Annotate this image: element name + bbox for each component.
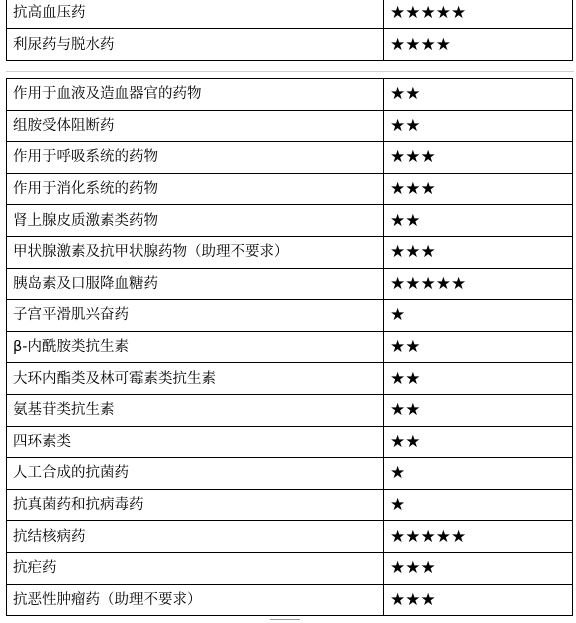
table-row	[7, 584, 573, 616]
drug-category-cell: 子宫平滑肌兴奋药	[7, 300, 384, 332]
table-row	[7, 142, 573, 174]
importance-stars-cell: ★★	[384, 205, 573, 237]
importance-stars-cell: ★★★	[384, 142, 573, 174]
drug-category-cell: 抗恶性肿瘤药（助理不要求）	[7, 584, 384, 616]
importance-stars-cell: ★★★	[384, 236, 573, 268]
importance-stars-cell: ★★★	[384, 552, 573, 584]
drug-category-cell: 肾上腺皮质激素类药物	[7, 205, 384, 237]
page-footer-mark	[270, 619, 300, 620]
drug-table-top	[6, 0, 573, 61]
importance-stars-cell: ★★	[384, 110, 573, 142]
table-row	[7, 521, 573, 553]
importance-stars-cell: ★★★	[384, 584, 573, 616]
importance-stars-cell: ★	[384, 458, 573, 490]
drug-category-cell: 抗结核病药	[7, 521, 384, 553]
drug-category-cell: 组胺受体阻断药	[7, 110, 384, 142]
drug-category-cell: 抗真菌药和抗病毒药	[7, 489, 384, 521]
table-row	[7, 236, 573, 268]
drug-category-cell: 作用于呼吸系统的药物	[7, 142, 384, 174]
importance-stars-cell: ★★	[384, 331, 573, 363]
importance-stars-cell: ★	[384, 300, 573, 332]
importance-stars-cell: ★	[384, 489, 573, 521]
importance-stars-cell: ★★	[384, 394, 573, 426]
drug-category-cell: 胰岛素及口服降血糖药	[7, 268, 384, 300]
importance-stars-cell: ★★★★★	[384, 0, 573, 29]
importance-stars-cell: ★★	[384, 79, 573, 111]
importance-stars-cell: ★★	[384, 363, 573, 395]
table-row	[7, 426, 573, 458]
drug-category-cell: 抗高血压药	[7, 0, 384, 29]
drug-category-cell: 四环素类	[7, 426, 384, 458]
importance-stars-cell: ★★	[384, 426, 573, 458]
drug-category-cell: 大环内酯类及林可霉素类抗生素	[7, 363, 384, 395]
table-row	[7, 489, 573, 521]
table-row	[7, 29, 573, 61]
importance-stars-cell: ★★★★	[384, 29, 573, 61]
table-row	[7, 268, 573, 300]
drug-category-cell: 作用于消化系统的药物	[7, 173, 384, 205]
importance-stars-cell: ★★★	[384, 173, 573, 205]
drug-table-main	[6, 78, 573, 616]
page-break-divider	[6, 65, 574, 72]
table-row	[7, 394, 573, 426]
drug-category-cell: 人工合成的抗菌药	[7, 458, 384, 490]
table-row	[7, 552, 573, 584]
table-row	[7, 110, 573, 142]
drug-category-cell: 抗疟药	[7, 552, 384, 584]
table-row	[7, 79, 573, 111]
importance-stars-cell: ★★★★★	[384, 521, 573, 553]
table-row	[7, 363, 573, 395]
table-row	[7, 300, 573, 332]
table-row	[7, 205, 573, 237]
drug-category-cell: 氨基苷类抗生素	[7, 394, 384, 426]
drug-category-cell: β-内酰胺类抗生素	[7, 331, 384, 363]
table-row	[7, 173, 573, 205]
table-row	[7, 458, 573, 490]
table-row	[7, 331, 573, 363]
table-row	[7, 0, 573, 29]
drug-category-cell: 甲状腺激素及抗甲状腺药物（助理不要求）	[7, 236, 384, 268]
importance-stars-cell: ★★★★★	[384, 268, 573, 300]
drug-category-cell: 利尿药与脱水药	[7, 29, 384, 61]
drug-category-cell: 作用于血液及造血器官的药物	[7, 79, 384, 111]
